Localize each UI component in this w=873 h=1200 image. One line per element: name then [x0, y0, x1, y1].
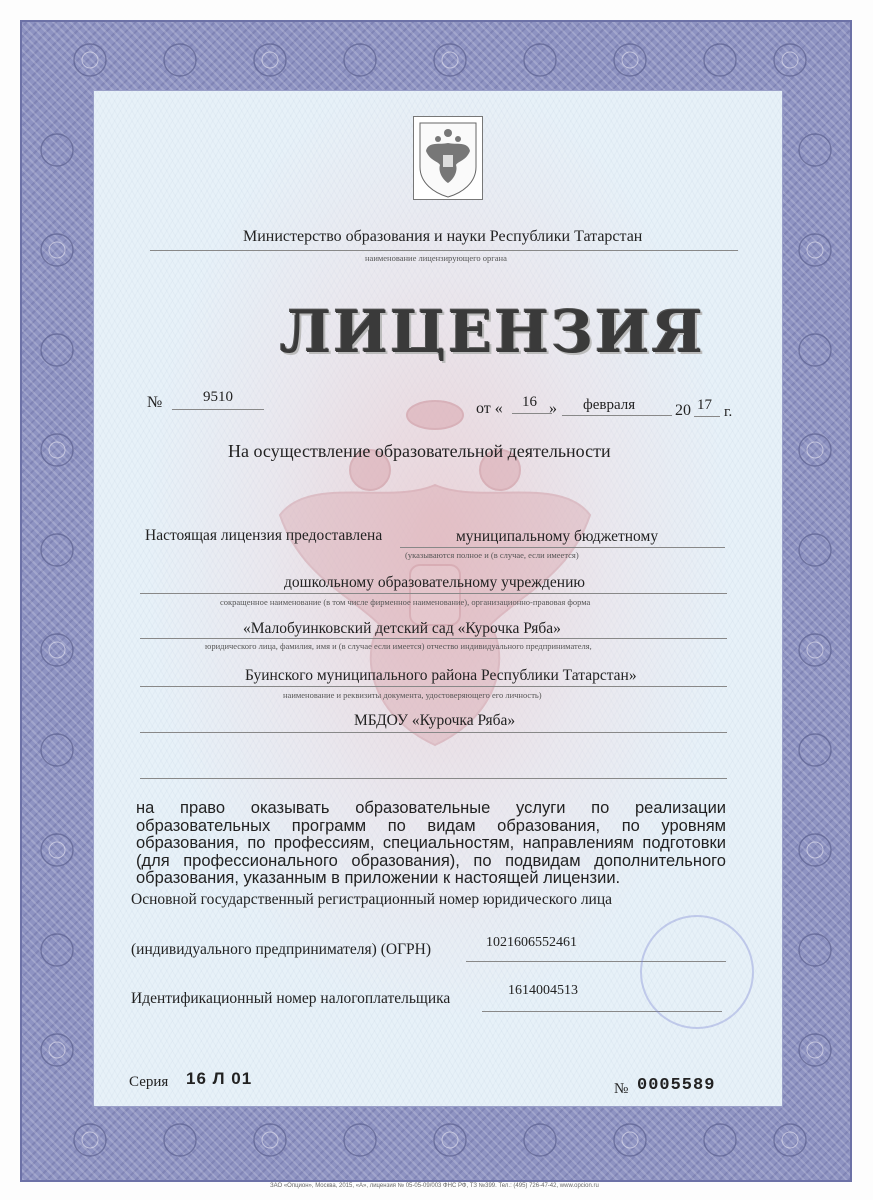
ogrn-label-1: Основной государственный регистрационный номер юридического лица	[131, 891, 613, 908]
date-month: февраля	[583, 397, 636, 413]
license-number-label: №	[147, 394, 163, 411]
document-title: ЛИЦЕНЗИЯ	[280, 298, 705, 366]
license-number: 9510	[203, 389, 233, 405]
date-month-underline	[562, 415, 672, 416]
grant-line-3: «Малобуинковский детский сад «Курочка Ряба»	[243, 620, 561, 637]
grant-intro: Настоящая лицензия предоставлена	[145, 527, 383, 544]
date-year-suffix: 17	[697, 397, 712, 413]
grant-line-2: дошкольному образовательному учреждению	[284, 574, 585, 591]
grant-caption-3: юридического лица, фамилия, имя и (в случае если имеется) отчество индивидуального предпринимателя,	[205, 641, 592, 651]
authority-name: Министерство образования и науки Республики Татарстан	[243, 228, 643, 245]
printer-note: ЗАО «Опцион», Москва, 2015, «А», лицензия № 05-05-09/003 ФНС РФ, ТЗ №399. Тел.: (495) 726-47-42, www.opcion.ru	[270, 1183, 599, 1189]
date-year-unit: г.	[724, 404, 733, 420]
grant-underline-3	[140, 638, 727, 639]
date-day: 16	[522, 394, 537, 410]
grant-underline-4	[140, 686, 727, 687]
date-day-underline	[512, 413, 552, 414]
ogrn-label-2: (индивидуального предпринимателя) (ОГРН)	[131, 941, 432, 958]
grant-line-4: Буинского муниципального района Республики Татарстан»	[245, 667, 637, 684]
grant-line-1: муниципальному бюджетному	[456, 528, 659, 545]
faint-stamp-icon	[640, 915, 754, 1029]
authority-underline	[150, 250, 738, 251]
series-value: 16 Л 01	[186, 1069, 253, 1088]
inn-label: Идентификационный номер налогоплательщика	[131, 990, 451, 1007]
rights-paragraph: на право оказывать образовательные услуги по реализации образовательных программ по видам образования, по уровням образования, по профессиям, специальностям, направлениям подготовки (для профессионального образования), по подвидам дополнительного образования, указанным в приложении к настоящей лицензии.	[136, 799, 726, 887]
date-prefix: от «	[476, 400, 503, 417]
grant-underline-2	[140, 593, 727, 594]
date-year-prefix: 20	[675, 402, 691, 419]
blank-number-label: №	[614, 1081, 629, 1097]
date-day-close: »	[549, 400, 557, 417]
blank-number-value: 0005589	[637, 1076, 716, 1095]
grant-underline-5	[140, 732, 727, 733]
inn-value: 1614004513	[508, 983, 578, 998]
series-label: Серия	[129, 1074, 169, 1090]
grant-caption-4: наименование и реквизиты документа, удостоверяющего его личность)	[283, 690, 542, 700]
license-number-underline	[172, 409, 264, 410]
license-purpose: На осуществление образовательной деятельности	[228, 441, 611, 461]
coat-of-arms-icon	[413, 116, 483, 200]
authority-caption: наименование лицензирующего органа	[365, 253, 507, 263]
ogrn-value: 1021606552461	[486, 935, 577, 950]
ornament-right-column	[799, 134, 831, 1066]
grant-line-5: МБДОУ «Курочка Ряба»	[354, 712, 516, 729]
grant-underline-6	[140, 778, 727, 779]
date-year-underline	[694, 416, 720, 417]
ornament-bottom-row	[74, 1124, 806, 1156]
grant-underline-1	[400, 547, 725, 548]
ornament-top-row	[74, 44, 806, 76]
grant-caption-1: (указываются полное и (в случае, если имеется)	[405, 550, 579, 560]
ornament-left-column	[41, 134, 73, 1066]
grant-caption-2: сокращенное наименование (в том числе фирменное наименование), организационно-правовая форма	[220, 597, 591, 607]
